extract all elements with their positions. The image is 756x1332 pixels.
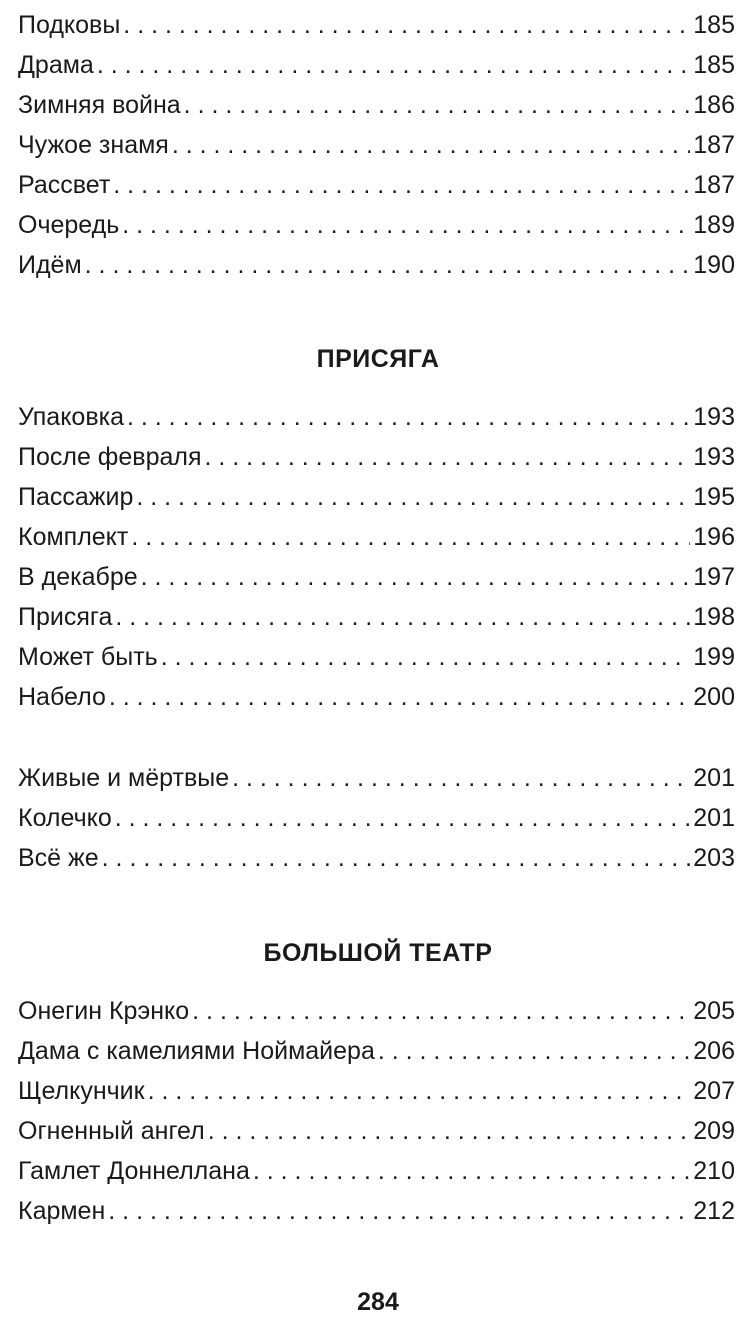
dot-leader [113, 165, 690, 205]
entry-title: Кармен [18, 1197, 106, 1225]
dot-leader [184, 85, 691, 125]
toc-entry [18, 1191, 735, 1231]
dot-leader [192, 991, 690, 1031]
entry-page: 206 [693, 1037, 735, 1065]
dot-leader [115, 597, 690, 637]
toc-entry [18, 125, 735, 165]
entry-page: 190 [693, 251, 735, 279]
entry-page: 193 [693, 403, 735, 431]
toc-entry [18, 205, 735, 245]
entry-page: 189 [693, 211, 735, 239]
entry-page: 198 [693, 603, 735, 631]
toc-entry [18, 838, 735, 878]
toc-entry [18, 758, 735, 798]
entry-title: Онегин Крэнко [18, 997, 190, 1025]
section-heading: БОЛЬШОЙ ТЕАТР [263, 939, 493, 967]
dot-leader [148, 1071, 691, 1111]
dot-leader [208, 1111, 691, 1151]
entry-title: Очередь [18, 211, 120, 239]
dot-leader [122, 205, 690, 245]
dot-leader [378, 1031, 690, 1071]
toc-entry [18, 245, 735, 285]
entry-page: 185 [693, 11, 735, 39]
dot-leader [85, 245, 691, 285]
entry-title: В декабре [18, 563, 138, 591]
dot-leader [102, 838, 691, 878]
entry-title: Драма [18, 51, 94, 79]
entry-page: 196 [693, 523, 735, 551]
entry-page: 193 [693, 443, 735, 471]
entry-title: Пассажир [18, 483, 134, 511]
entry-title: Набело [18, 683, 106, 711]
entry-page: 185 [693, 51, 735, 79]
entry-title: Живые и мёртвые [18, 764, 230, 792]
dot-leader [253, 1151, 690, 1191]
entry-title: Рассвет [18, 171, 111, 199]
section-heading: ПРИСЯГА [316, 345, 440, 373]
entry-title: Щелкунчик [18, 1077, 145, 1105]
toc-entry [18, 477, 735, 517]
entry-title: Колечко [18, 804, 112, 832]
toc-entry [18, 165, 735, 205]
entry-title: Идём [18, 251, 82, 279]
entry-page: 207 [693, 1077, 735, 1105]
dot-leader [232, 758, 690, 798]
entry-title: Присяга [18, 603, 113, 631]
entry-page: 203 [693, 844, 735, 872]
entry-page: 201 [693, 804, 735, 832]
dot-leader [172, 125, 690, 165]
entry-title: Огненный ангел [18, 1117, 205, 1145]
toc-entry [18, 1071, 735, 1111]
toc-entry [18, 517, 735, 557]
entry-page: 186 [693, 91, 735, 119]
entry-page: 209 [693, 1117, 735, 1145]
entry-page: 212 [693, 1197, 735, 1225]
toc-entry [18, 45, 735, 85]
entry-page: 187 [693, 171, 735, 199]
toc-entry [18, 677, 735, 717]
toc-entry [18, 637, 735, 677]
entry-page: 201 [693, 764, 735, 792]
entry-title: Комплект [18, 523, 129, 551]
entry-title: Дама с камелиями Ноймайера [18, 1037, 375, 1065]
dot-leader [123, 5, 690, 45]
dot-leader [97, 45, 690, 85]
entry-title: Может быть [18, 643, 158, 671]
entry-title: Чужое знамя [18, 131, 169, 159]
entry-title: Гамлет Доннеллана [18, 1157, 250, 1185]
dot-leader [131, 517, 690, 557]
toc-entry [18, 597, 735, 637]
dot-leader [205, 437, 691, 477]
entry-page: 205 [693, 997, 735, 1025]
dot-leader [108, 1191, 690, 1231]
entry-page: 200 [693, 683, 735, 711]
dot-leader [127, 397, 690, 437]
toc-entry [18, 397, 735, 437]
entry-page: 199 [693, 643, 735, 671]
toc-entry [18, 991, 735, 1031]
entry-title: Упаковка [18, 403, 124, 431]
toc-entry [18, 1031, 735, 1071]
entry-title: После февраля [18, 443, 202, 471]
dot-leader [161, 637, 691, 677]
entry-page: 195 [693, 483, 735, 511]
toc-entry [18, 5, 735, 45]
entry-title: Зимняя война [18, 91, 181, 119]
dot-leader [109, 677, 690, 717]
dot-leader [136, 477, 690, 517]
toc-entry [18, 1111, 735, 1151]
entry-page: 210 [693, 1157, 735, 1185]
entry-title: Всё же [18, 844, 99, 872]
page-number: 284 [357, 1288, 399, 1316]
toc-entry [18, 85, 735, 125]
toc-entry [18, 557, 735, 597]
dot-leader [141, 557, 691, 597]
entry-page: 197 [693, 563, 735, 591]
toc-entry [18, 437, 735, 477]
entry-page: 187 [693, 131, 735, 159]
entry-title: Подковы [18, 11, 121, 39]
toc-entry [18, 798, 735, 838]
toc-entry [18, 1151, 735, 1191]
dot-leader [115, 798, 691, 838]
